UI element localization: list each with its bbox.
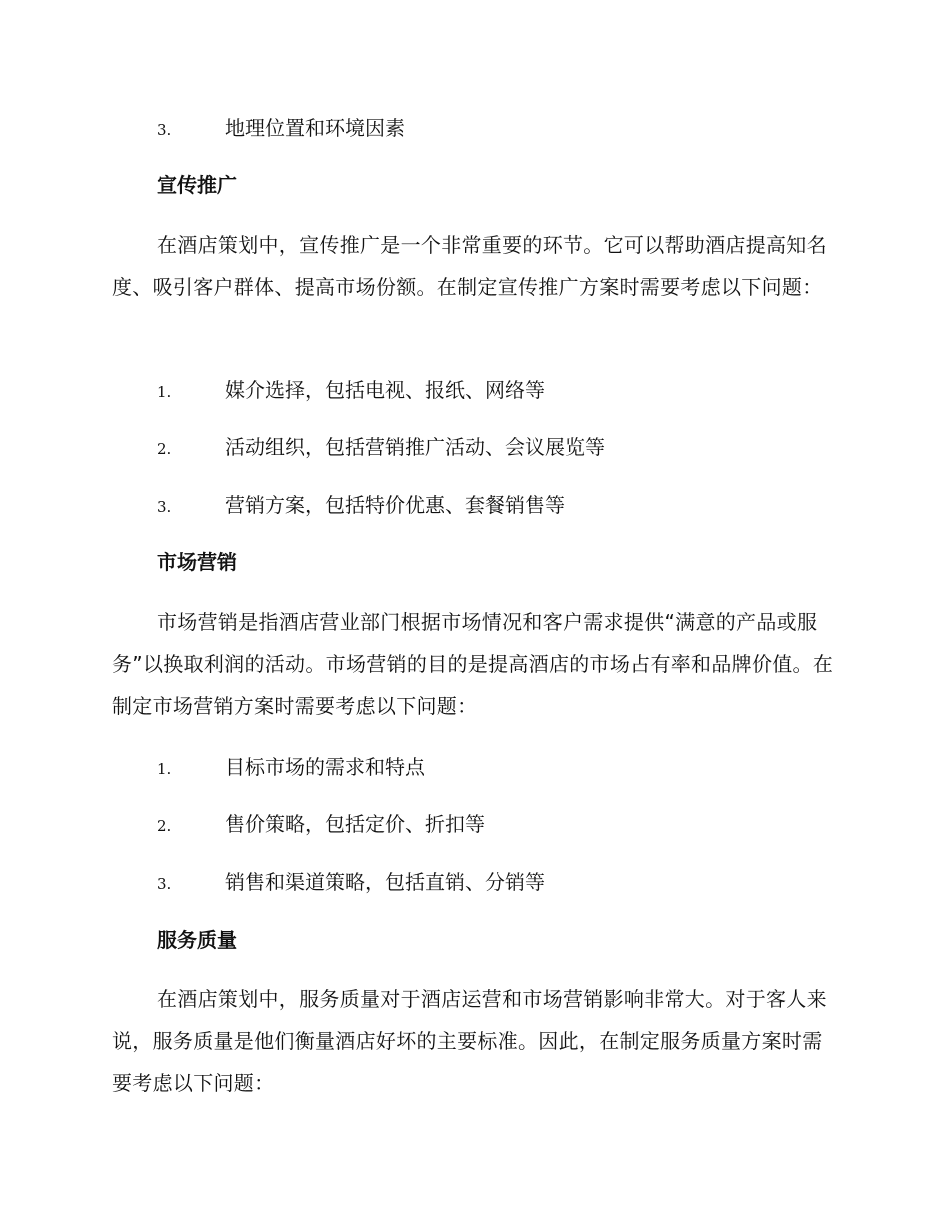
list-text: 营销方案，包括特价优惠、套餐销售等: [225, 493, 565, 517]
list-text: 销售和渠道策略，包括直销、分销等: [225, 870, 545, 894]
list-number: 2.: [157, 817, 172, 835]
section-heading-marketing: 市场营销: [157, 550, 237, 574]
list-text: 活动组织，包括营销推广活动、会议展览等: [225, 435, 605, 459]
list-item: [157, 375, 545, 405]
list-item: [157, 113, 405, 143]
list-number: 1.: [157, 383, 172, 401]
list-text: 售价策略，包括定价、折扣等: [225, 812, 485, 836]
list-item: [157, 490, 565, 520]
section-heading-service: 服务质量: [157, 928, 237, 952]
list-item: [157, 752, 425, 782]
section-paragraph-service: 在酒店策划中，服务质量对于酒店运营和市场营销影响非常大。对于客人来说，服务质量是他们衡量酒店好坏的主要标准。因此，在制定服务质量方案时需要考虑以下问题：: [112, 987, 827, 1095]
list-number: 3.: [157, 498, 172, 516]
list-number: 2.: [157, 440, 172, 458]
section-heading-promotion: 宣传推广: [157, 173, 237, 197]
section-paragraph-marketing: 市场营销是指酒店营业部门根据市场情况和客户需求提供“满意的产品或服务”以换取利润的活动。市场营销的目的是提高酒店的市场占有率和品牌价值。在制定市场营销方案时需要考虑以下问题：: [112, 610, 834, 718]
list-text: 目标市场的需求和特点: [225, 755, 425, 779]
list-item: [157, 432, 605, 462]
list-text: 地理位置和环境因素: [225, 116, 405, 140]
list-number: 3.: [157, 121, 172, 139]
section-paragraph-promotion: 在酒店策划中，宣传推广是一个非常重要的环节。它可以帮助酒店提高知名度、吸引客户群体、提高市场份额。在制定宣传推广方案时需要考虑以下问题：: [112, 233, 827, 299]
list-number: 1.: [157, 760, 172, 778]
list-text: 媒介选择，包括电视、报纸、网络等: [225, 378, 545, 402]
list-item: [157, 867, 545, 897]
list-item: [157, 809, 485, 839]
list-number: 3.: [157, 875, 172, 893]
